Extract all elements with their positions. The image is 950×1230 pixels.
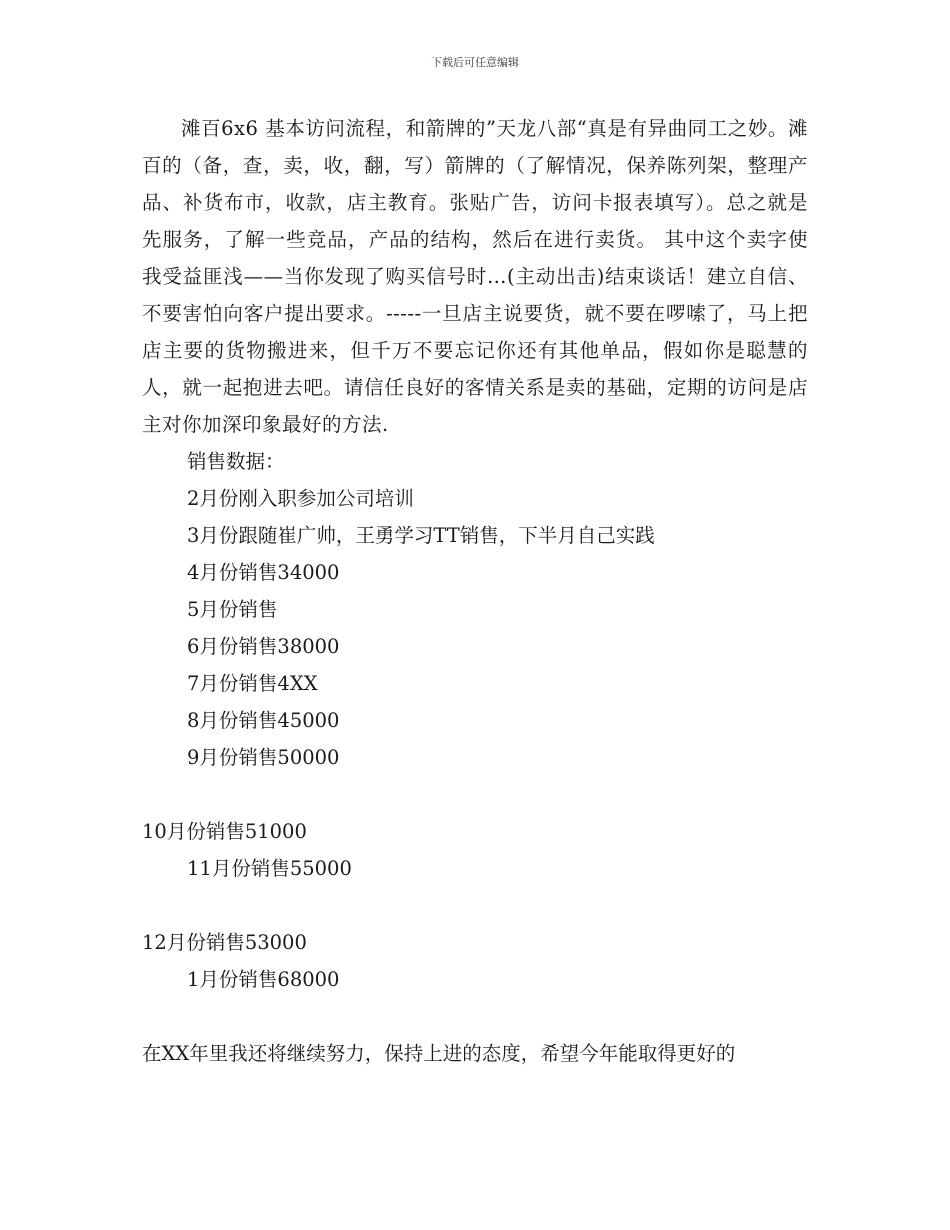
sales-item-feb: 2月份刚入职参加公司培训 bbox=[187, 487, 414, 510]
sales-item-apr: 4月份销售34000 bbox=[187, 561, 340, 584]
sales-item-may: 5月份销售 bbox=[187, 598, 278, 621]
closing-text: 在XX年里我还将继续努力，保持上进的态度，希望今年能取得更好的 bbox=[142, 1042, 736, 1065]
sales-item-jun: 6月份销售38000 bbox=[187, 635, 340, 658]
page-header: 下载后可任意编辑 bbox=[431, 56, 519, 69]
intro-paragraph: 滩百6x6 基本访问流程，和箭牌的”天龙八部“真是有异曲同工之妙。滩百的（备，查，卖，收，翻，写）箭牌的（了解情况，保养陈列架，整理产品、补货布市，收款，店主教育。张贴广告，访问卡报表填写）。总之就是先服务，了解一些竞品，产品的结构，然后在进行卖货。 其中这个卖字使我受益匪浅——当你发现了购买信号时…(主动出击)结束谈话！建立自信、不要害怕向客户提出要求。-----一旦店主说要货，就不要在啰嗦了，马上把店主要的货物搬进来，但千万不要忘记你还有其他单品，假如你是聪慧的人，就一起抱进去吧。请信任良好的客情关系是卖的基础，定期的访问是店主对你加深印象最好的方法. bbox=[142, 117, 808, 436]
sales-item-aug: 8月份销售45000 bbox=[187, 709, 340, 732]
sales-item-mar: 3月份跟随崔广帅，王勇学习TT销售，下半月自己实践 bbox=[187, 524, 655, 547]
document-body bbox=[142, 110, 808, 1072]
sales-item-sep: 9月份销售50000 bbox=[187, 746, 340, 769]
sales-item-jul: 7月份销售4XX bbox=[187, 672, 318, 695]
sales-item-dec: 12月份销售53000 bbox=[142, 931, 307, 954]
sales-item-jan: 1月份销售68000 bbox=[187, 968, 340, 991]
sales-item-nov: 11月份销售55000 bbox=[187, 857, 352, 880]
sales-item-oct: 10月份销售51000 bbox=[142, 820, 307, 843]
sales-title: 销售数据： bbox=[187, 450, 285, 473]
